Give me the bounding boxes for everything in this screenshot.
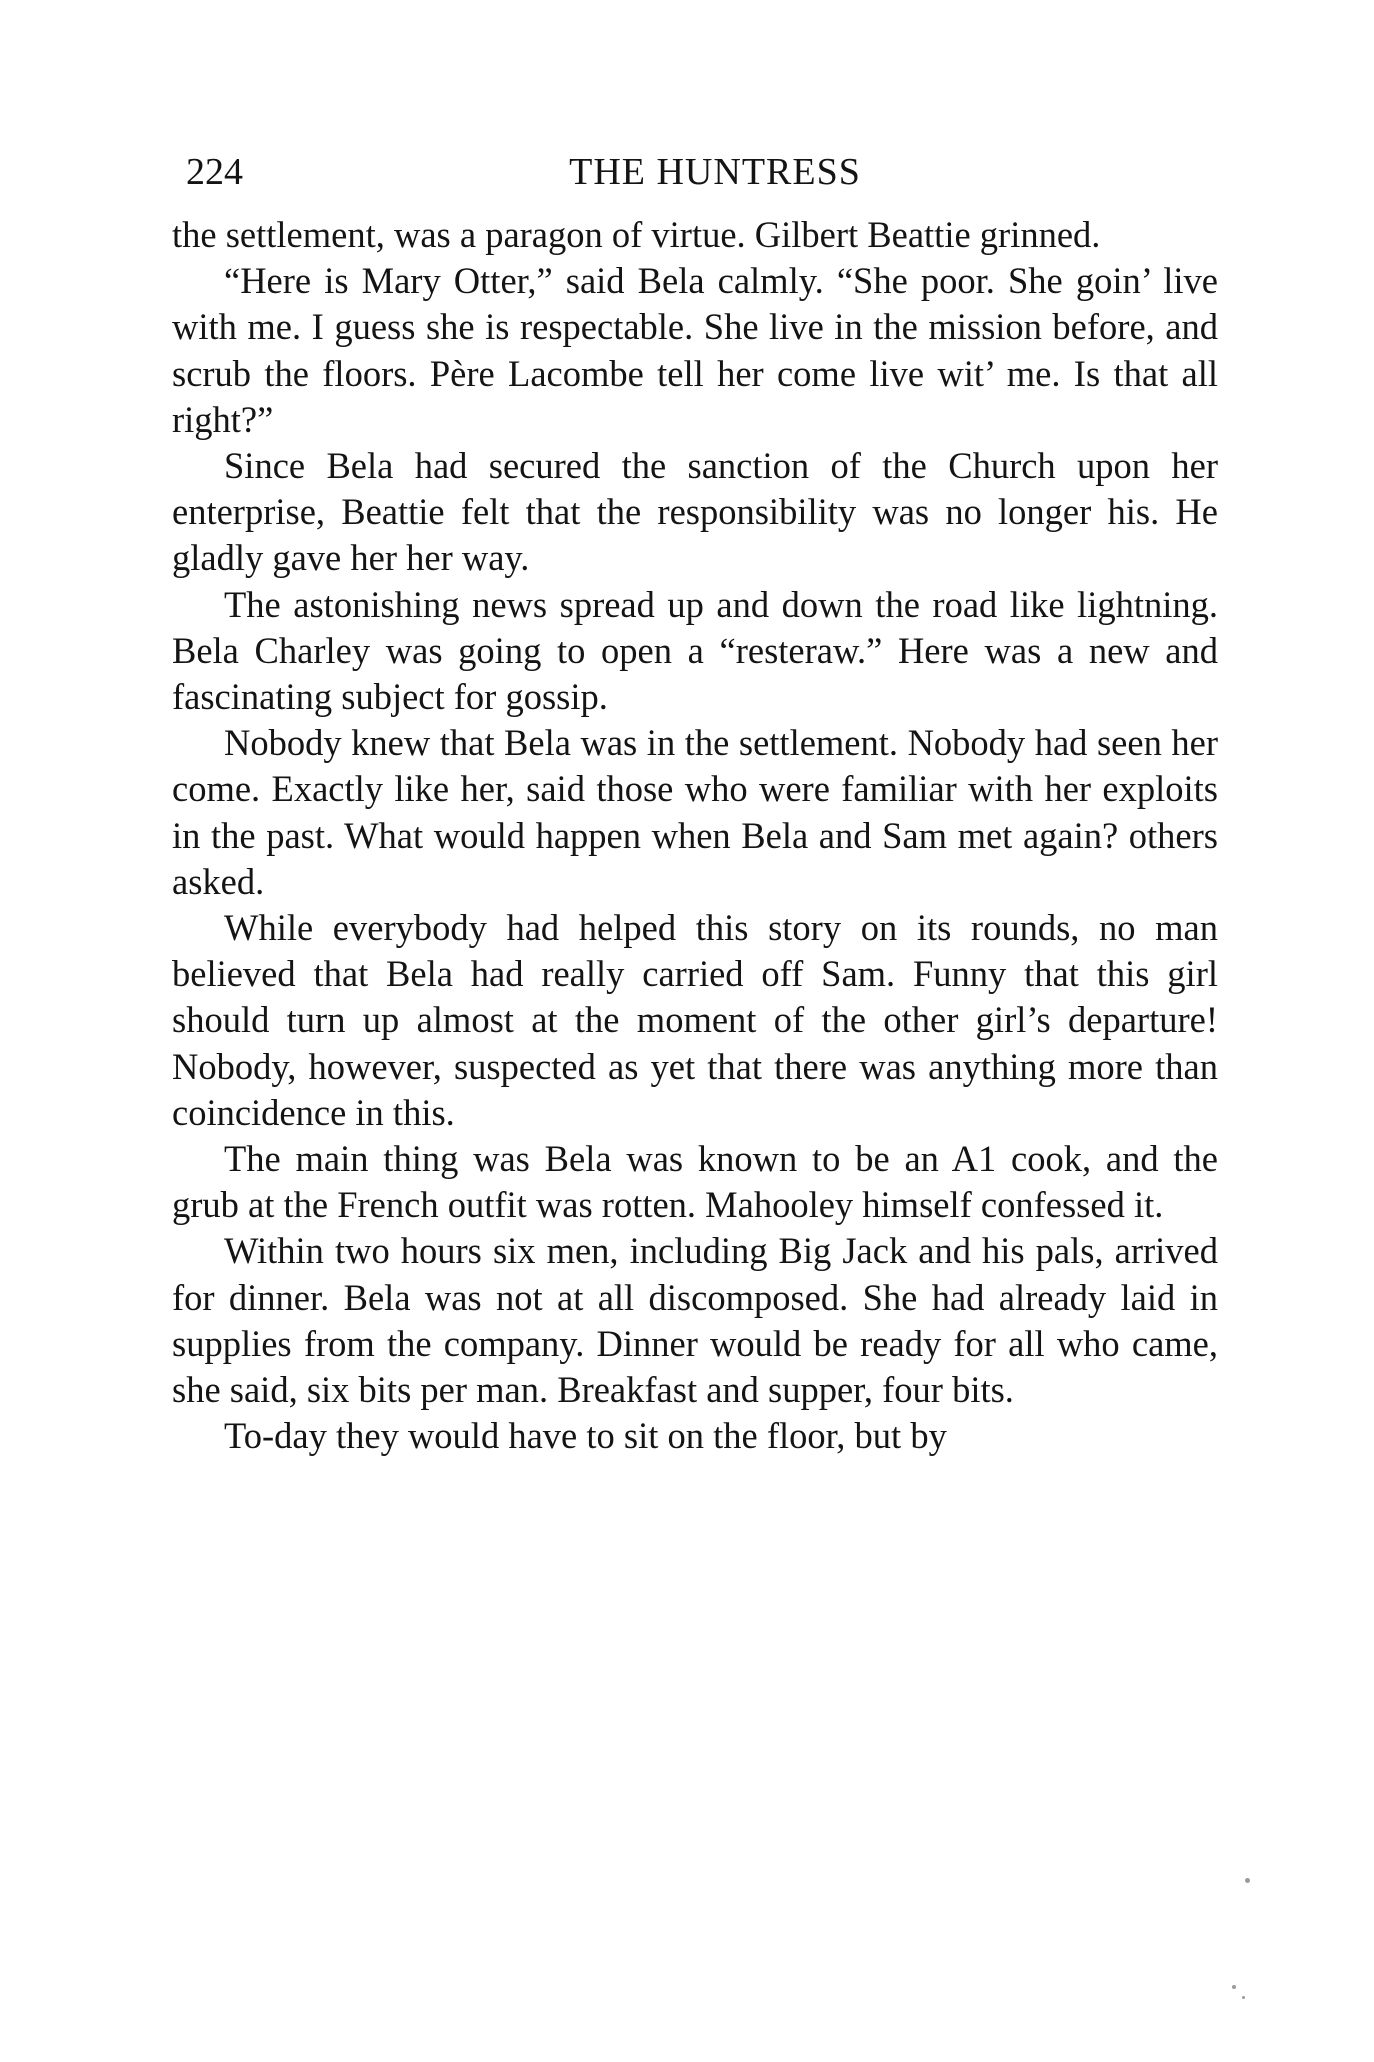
- scan-speck: [1242, 1996, 1245, 1999]
- scan-speck: [1245, 1878, 1250, 1883]
- paragraph: The astonishing news spread up and down the road like lightning. Bela Charley was going to open a “resteraw.” Here was a new and fascinating subject for gossip.: [172, 583, 1218, 718]
- paragraph: Within two hours six men, including Big Jack and his pals, arrived for dinner. Bela was not at all discomposed. She had already laid in supplies from the company. Dinner would be ready for all who came, she said, six bits per man. Breakfast and supper, four bits.: [172, 1230, 1218, 1411]
- paragraph: To-day they would have to sit on the floor, but by: [224, 1415, 947, 1457]
- paragraph: “Here is Mary Otter,” said Bela calmly. “She poor. She goin’ live with me. I guess she is respectable. She live in the mission before, and scrub the floors. Père Lacombe tell her come live wit’ me. Is that all right?”: [172, 260, 1218, 440]
- running-head: [172, 142, 1218, 202]
- paragraph: the settlement, was a paragon of virtue. Gilbert Beattie grinned.: [172, 214, 1101, 255]
- body-text: [172, 212, 1218, 1459]
- paragraph: While everybody had helped this story on its rounds, no man believed that Bela had really carried off Sam. Funny that this girl should turn up almost at the moment of the other girl’s departure! Nobody, however, suspected as yet that there was anything more than coincidence in this.: [172, 907, 1218, 1133]
- paragraph: Since Bela had secured the sanction of the Church upon her enterprise, Beattie felt that the responsibility was no longer his. He gladly gave her her way.: [172, 445, 1218, 579]
- book-page: [172, 142, 1218, 1459]
- page-number: 224: [186, 151, 243, 193]
- book-title: THE HUNTRESS: [569, 151, 861, 193]
- paragraph: The main thing was Bela was known to be an A1 cook, and the grub at the French outfit was rotten. Mahooley himself confessed it.: [172, 1138, 1218, 1226]
- paragraph: Nobody knew that Bela was in the settlement. Nobody had seen her come. Exactly like her, said those who were familiar with her exploits in the past. What would happen when Bela and Sam met again? others asked.: [172, 722, 1218, 902]
- scan-speck: [1232, 1985, 1236, 1989]
